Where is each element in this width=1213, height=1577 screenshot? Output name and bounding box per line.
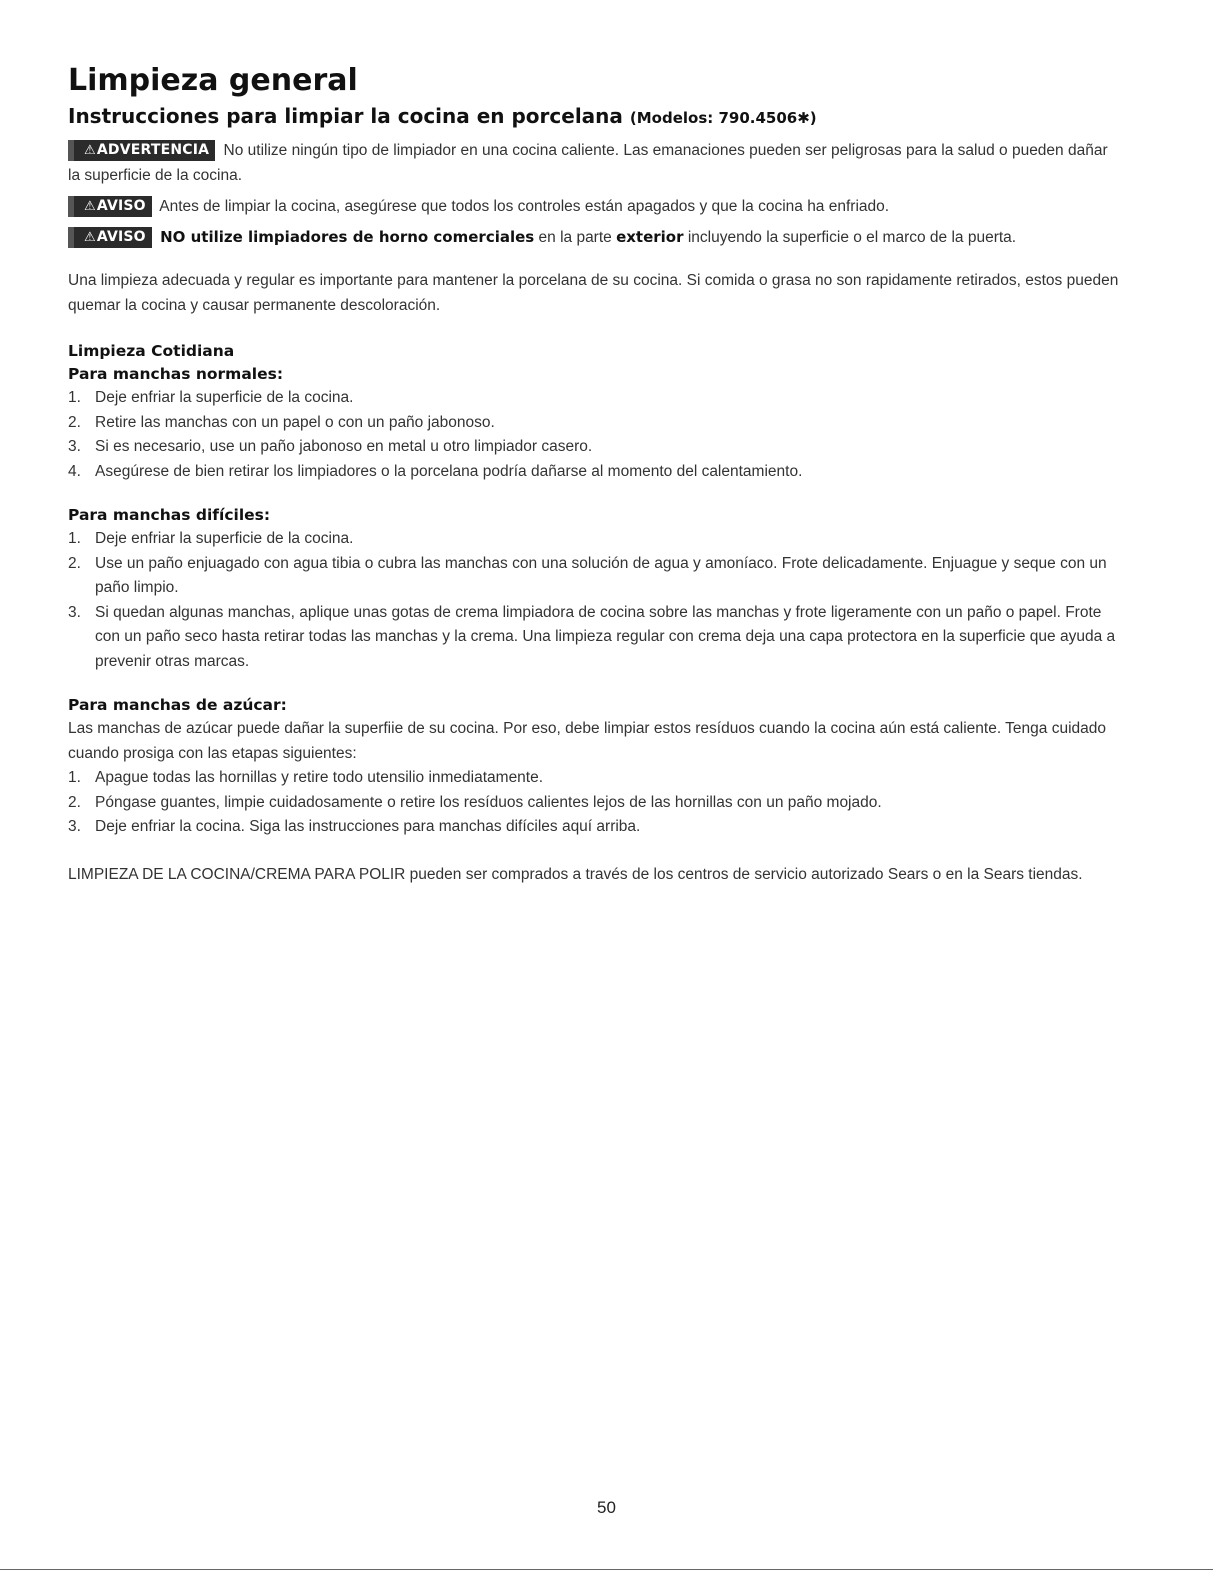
list-item [68, 527, 1123, 552]
warning-text: No utilize ningún tipo de limpiador en una cocina caliente. Las emanaciones pueden ser peligrosas para la salud o pueden dañar la superficie de la cocina. [68, 142, 1108, 184]
difficult-stains-list [68, 527, 1123, 674]
sugar-stains-heading: Para manchas de azúcar: [68, 696, 287, 714]
list-item [68, 601, 1123, 675]
list-number: 3. [68, 438, 81, 455]
advertencia-badge [68, 140, 215, 161]
document-page [68, 62, 1123, 887]
list-number: 2. [68, 554, 81, 572]
list-item-text: Use un paño enjuagado con agua tibia o cubra las manchas con una solución de agua y amoníaco. Frote delicadamente. Enjuague y seque con un paño limpio. [95, 554, 1107, 596]
list-item-text: Si es necesario, use un paño jabonoso en metal u otro limpiador casero. [95, 438, 593, 455]
warning-text: en la parte [534, 229, 617, 246]
list-item-text: Si quedan algunas manchas, aplique unas gotas de crema limpiadora de cocina sobre las manchas y frote ligeramente con un paño o papel. Frote con un paño seco hasta retirar todas las manchas y la crema. Una limpieza regular con crema deja una capa protectora en la superficie que ayuda a prevenir otras marcas. [95, 603, 1116, 670]
normal-stains-list [68, 386, 1123, 484]
warning-triangle-icon: ⚠ [84, 199, 96, 214]
list-item [68, 552, 1123, 601]
list-number: 1. [68, 769, 81, 786]
warning-bold-text: NO utilize limpiadores de horno comerciales [160, 228, 535, 246]
list-item-text: Deje enfriar la superficie de la cocina. [95, 530, 354, 547]
difficult-stains-heading: Para manchas difíciles: [68, 506, 271, 524]
warning-triangle-icon: ⚠ [84, 143, 96, 158]
list-item-text: Póngase guantes, limpie cuidadosamente o retire los resíduos calientes lejos de las hornillas con un paño mojado. [95, 793, 882, 811]
warning-aviso-1 [68, 194, 1123, 219]
badge-label: AVISO [96, 198, 146, 214]
list-item-text: Apague todas las hornillas y retire todo utensilio inmediatamente. [95, 769, 544, 786]
warning-text: incluyendo la superficie o el marco de la puerta. [683, 229, 1017, 246]
page-title: Limpieza general [68, 63, 358, 98]
list-number: 1. [68, 530, 81, 547]
list-number: 3. [68, 818, 81, 835]
warning-bold-text: exterior [616, 228, 684, 246]
warning-text: Antes de limpiar la cocina, asegúrese que todos los controles están apagados y que la cocina ha enfriado. [159, 198, 890, 215]
list-number: 2. [68, 413, 81, 431]
list-item-text: Deje enfriar la cocina. Siga las instrucciones para manchas difíciles aquí arriba. [95, 818, 641, 835]
list-item [68, 411, 1123, 436]
warning-aviso-2 [68, 225, 1123, 250]
sugar-intro: Las manchas de azúcar puede dañar la superfiie de su cocina. Por eso, debe limpiar estos resíduos cuando la cocina aún está caliente. Tenga cuidado cuando prosiga con las etapas siguientes: [68, 720, 1107, 762]
models-label: (Modelos: 790.4506✱) [629, 109, 817, 127]
list-number: 1. [68, 389, 81, 406]
list-item [68, 791, 1123, 816]
warning-triangle-icon: ⚠ [84, 230, 96, 245]
list-item [68, 386, 1123, 411]
daily-heading: Limpieza Cotidiana [68, 342, 235, 360]
page-number: 50 [597, 1498, 616, 1517]
normal-stains-heading: Para manchas normales: [68, 365, 284, 383]
list-number: 4. [68, 462, 81, 480]
list-item [68, 815, 1123, 840]
list-item [68, 766, 1123, 791]
aviso-badge [68, 227, 152, 248]
intro-paragraph: Una limpieza adecuada y regular es importante para mantener la porcelana de su cocina. Si comida o grasa no son rapidamente retirados, estos pueden quemar la cocina y causar permanente descoloración. [68, 272, 1119, 314]
list-item [68, 460, 1123, 485]
list-number: 3. [68, 603, 81, 621]
badge-label: AVISO [96, 229, 146, 245]
bottom-divider [0, 1569, 1213, 1570]
list-item-text: Retire las manchas con un papel o con un paño jabonoso. [95, 413, 495, 431]
aviso-badge [68, 196, 152, 217]
list-number: 2. [68, 793, 81, 811]
list-item [68, 435, 1123, 460]
subtitle-text: Instrucciones para limpiar la cocina en porcelana [68, 104, 623, 128]
badge-label: ADVERTENCIA [96, 142, 210, 158]
list-item-text: Asegúrese de bien retirar los limpiadores o la porcelana podría dañarse al momento del calentamiento. [95, 462, 803, 480]
section-subtitle [68, 102, 1123, 132]
footer-note: LIMPIEZA DE LA COCINA/CREMA PARA POLIR pueden ser comprados a través de los centros de servicio autorizado Sears o en la Sears tiendas. [68, 865, 1083, 883]
list-item-text: Deje enfriar la superficie de la cocina. [95, 389, 354, 406]
warning-advertencia [68, 138, 1123, 188]
sugar-stains-list [68, 766, 1123, 840]
